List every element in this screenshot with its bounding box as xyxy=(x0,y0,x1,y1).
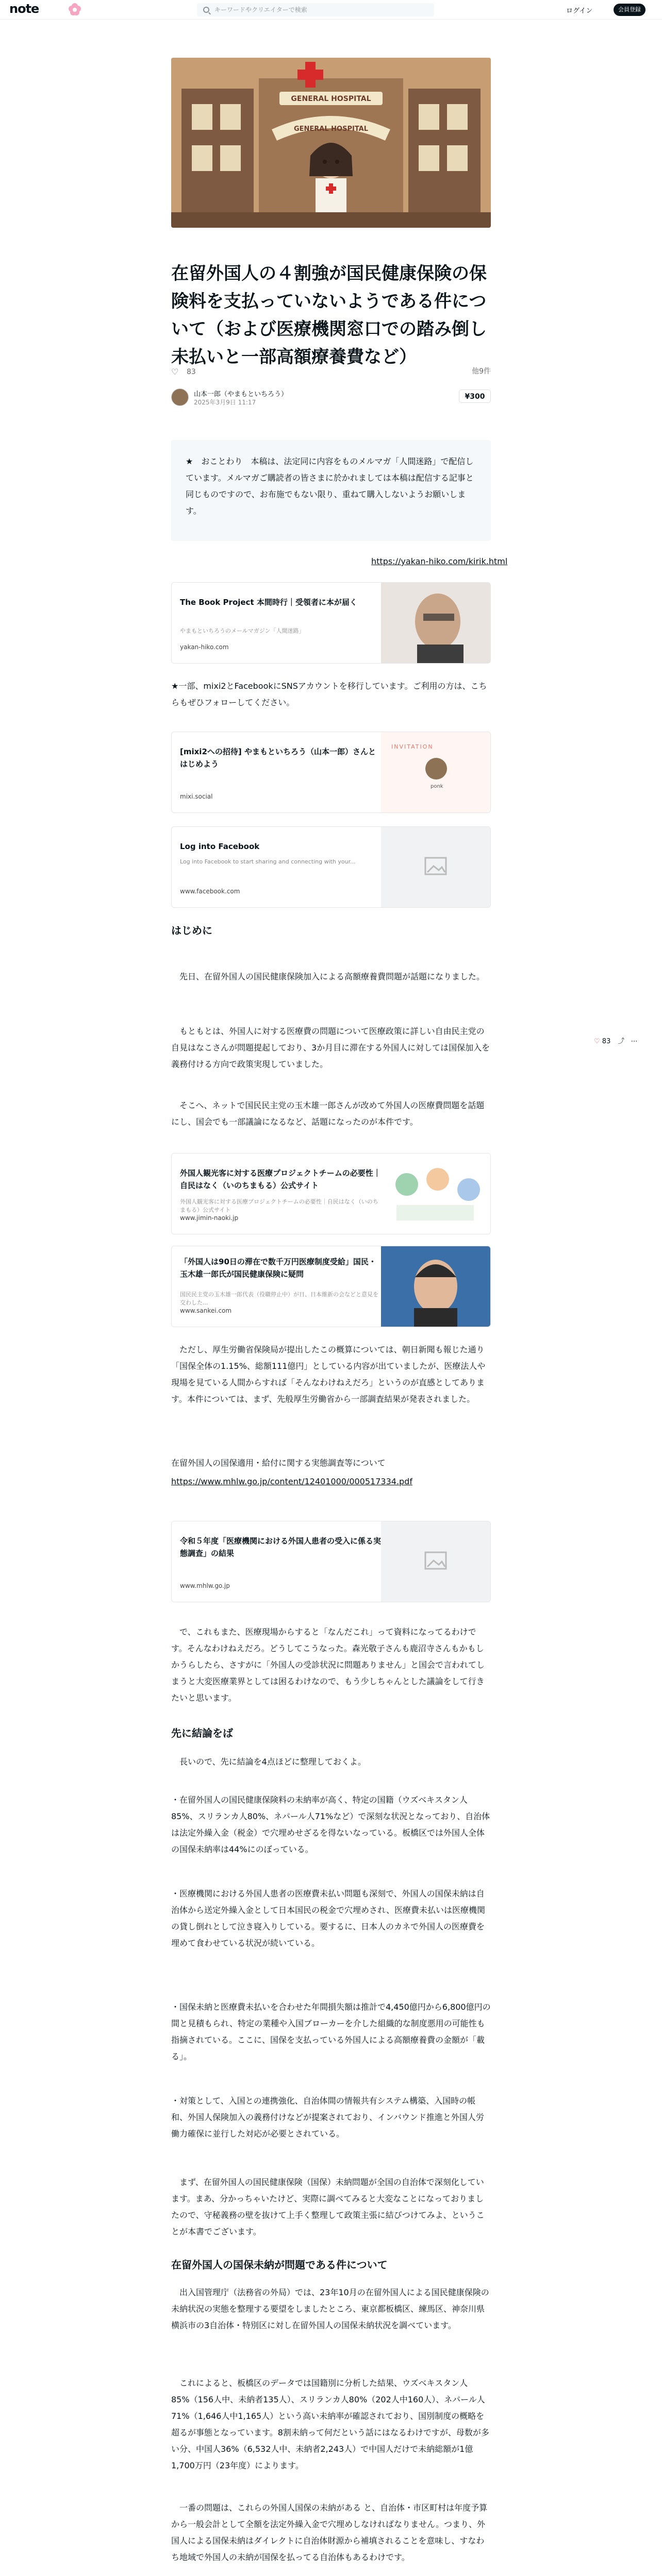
article-meta-row xyxy=(171,366,491,378)
search-icon xyxy=(203,7,209,13)
card-title: [mixi2への招待] やまもといちろう（山本一郎）さんとはじめよう xyxy=(180,747,376,769)
melmaga-link[interactable]: https://yakan-hiko.com/kirik.html xyxy=(371,556,508,566)
notice-box: ★ おことわり 本稿は、法定同に内容をものメルマガ「人間迷路」で配信しています。メルマガご購読者の皆さまに於かれましては本稿は配信する記事と同じものですので、お布施でもない限り、重ねて購入しないようお願いします。 xyxy=(171,440,491,541)
card-desc: 国民民主党の玉木雄一郎代表（役職停止中）が日、日本維新の会などと意見を交わした... xyxy=(180,1291,378,1306)
card-url: www.mhlw.go.jp xyxy=(180,1582,230,1589)
floating-like-count: 83 xyxy=(602,1038,611,1045)
paragraph: 先日、在留外国人の国民健康保険加入による高額療養費問題が話題になりました。 xyxy=(171,972,485,981)
paragraph: で、これもまた、医療現場からすると「なんだこれ」って資料になってるわけです。そんなわけねえだろ。どうしてこうなった。森光敬子さんも鹿沼寺さんもかもしかうらしたら、さすがに「外国人の受診状況に問題ありません」と国会で言われてしまうと大変医療業界としては困るわけなので、もう少しちゃんとした議論をして行きたいと思います。 xyxy=(171,1627,485,1703)
paragraph: ・医療機関における外国人患者の医療費未払い問題も深刻で、外国人の国保未納は自治体から送定外繰入金として日本国民の税金で穴埋めされ、医療費未払いは医療機関の貸し倒れとして泣き寝入りしている。要するに、日本人のカネで外国人の医療費を埋めて食わせている状況が続いている。 xyxy=(171,1889,485,1948)
article-title: 在留外国人の４割強が国民健康保険の保険料を支払っていないようである件について（および医療機関窓口での踏み倒し未払いと一部高額療養費など） xyxy=(171,263,487,367)
card-url: www.sankei.com xyxy=(180,1307,232,1314)
search-placeholder: キーワードやクリエイターで検索 xyxy=(214,6,307,13)
paragraph: そこへ、ネットで国民民主党の玉木雄一郎さんが改めて外国人の医療費問題を話題にし、国会でも一部議論になるなど、話題になったのが本件です。 xyxy=(171,1100,485,1127)
card-title: 「外国人は90日の滞在で数千万円医療制度受給」国民・玉木雄一郎氏が国民健康保険に疑問 xyxy=(180,1257,376,1279)
image-placeholder-icon xyxy=(381,827,490,908)
search-input[interactable] xyxy=(197,3,434,16)
card-title: 外国人観光客に対する医療プロジェクトチームの必要性｜自民はなく（いのちまもる）公式サイト xyxy=(180,1168,381,1190)
paragraph: もともとは、外国人に対する医療費の問題について医療政策に詳しい自由民主党の自見はなこさんが問題提起しており、3か月目に滞在する外国人に対しては国保加入を義務付ける方向で政策実現していました。 xyxy=(171,1026,490,1069)
news-photo xyxy=(381,1246,490,1327)
paragraph: ・対策として、入国との連携強化、自治体間の情報共有システム構築、入国時の帳和、外国人保険加入の義務付けなどが提案されており、インバウンド推進と外国人労働力確保に並行した対応が必要とされている。 xyxy=(171,2096,484,2139)
paragraph: まず、在留外国人の国民健康保険（国保）未納問題が全国の自治体で深刻化しています。まあ、分かっちゃいたけど、実際に調べてみると大変なことになっておりましたので、守秘義務の壁を抜けて上手く整理して政策主張に結びつけてみよ、ということが本書でございます。 xyxy=(171,2177,485,2236)
card-title: 令和５年度「医療機関における外国人患者の受入に係る実態調査」の結果 xyxy=(180,1536,382,1558)
card-title: The Book Project 本間時行｜受領者に本が届く xyxy=(180,598,357,607)
link-card-facebook[interactable] xyxy=(171,826,491,908)
section-heading: 在留外国人の国保未納が問題である件について xyxy=(171,2259,388,2271)
paragraph: 在留外国人の国保適用・給付に関する実態調査等について xyxy=(171,1458,386,1468)
hero-image xyxy=(171,58,491,228)
card-desc: 外国人観光客に対する医療プロジェクトチームの必要性｜自民はなく（いのちまもる）公式サイト xyxy=(180,1198,378,1213)
paragraph: これによると、板橋区のデータでは国籍別に分析した結果、ウズベキスタン人85%（156人中、未納者135人）、スリランカ人80%（202人中160人）、ネパール人71%（1,646人中1,165人）という高い未納率が確認されており、国別制度の概略を超るが事態となっています。8割未納って何だという話にはなるわけですが、母数が多い分、中国人36%（6,532人中、未納者2,243人）で中国人だけで未納総額が1億1,700万円（23年度）によります。 xyxy=(171,2378,489,2470)
link-card-mhlw[interactable] xyxy=(171,1521,491,1602)
like-count: 83 xyxy=(187,368,196,376)
link-card-jimin[interactable] xyxy=(171,1153,491,1234)
more-icon[interactable]: ⋯ xyxy=(631,1038,638,1045)
section-heading: 先に結論をば xyxy=(171,1727,233,1739)
card-title: Log into Facebook xyxy=(180,842,260,851)
paragraph: ただし、厚生労働省保険局が提出したこの概算については、朝日新聞も報じた通り「国保全体の1.15%、総額111億円」としている内容が出ていましたが、医療法人や現場を見ている人間からすれば「そんなわけねえだろ」というのが直感としてあります。本件については、まず、先般厚生労働省から一部調査結果が発表されました。 xyxy=(171,1345,486,1404)
author-name[interactable]: 山本一郎（やまもといちろう） xyxy=(194,391,288,398)
link-card-mixi[interactable] xyxy=(171,732,491,813)
paragraph: 出入国管理庁（法務省の外局）では、23年10月の在留外国人による国民健康保険の未納状況の実態を整理する要望をしましたところ、東京都板橋区、練馬区、神奈川県横浜市の3自治体・特別区に対し在留外国人の国保未納状況を調べています。 xyxy=(171,2287,489,2330)
paragraph: ・国保未納と医療費未払いを合わせた年間損失額は推計で4,450億円から6,800億円の間と見積もられ、特定の業種や入国ブローカーを介した組織的な制度悪用の可能性も指摘されている。ここに、国保を支払っている外国人による高額療養費の金額が「載る」。 xyxy=(171,2002,491,2061)
mixi-note: ★一部、mixi2とFacebookにSNSアカウントを移行しています。ご利用の方は、こちらもぜひフォローしてください。 xyxy=(171,681,487,707)
author-photo xyxy=(381,583,490,664)
diagram-thumbnail xyxy=(381,1154,490,1234)
link-card-book[interactable] xyxy=(171,582,491,664)
card-desc: Log into Facebook to start sharing and connecting with your... xyxy=(180,858,356,865)
card-url: yakan-hiko.com xyxy=(180,643,229,651)
card-desc: やまもといちろうのメールマガジン「人間迷路」 xyxy=(180,628,305,634)
author-row xyxy=(171,386,491,407)
paragraph: ・在留外国人の国民健康保険料の未納率が高く、特定の国籍（ウズベキスタン人85%、スリランカ人80%、ネパール人71%など）で深刻な状況となっており、自治体は法定外繰入金（税金）で穴埋めせざるを得ないなっている。板橋区では外国人全体の国保未納率は44%にのぼっている。 xyxy=(171,1795,490,1854)
top-header xyxy=(0,0,662,20)
card-url: mixi.social xyxy=(180,793,213,800)
flower-icon xyxy=(66,1,84,15)
paragraph: 一番の問題は、これらの外国人国保の未納がある と、自治体・市区町村は年度予算から一般会計として全額を法定外繰入金で穴埋めしなければなりません。つまり、外国人による国保未納はダイレクトに自治体財源から補填されることを意味し、すなわち地域で外国人の未納が国保を払ってる自治体もあるわけです。 xyxy=(171,2503,488,2562)
card-url: www.jimin-naoki.jp xyxy=(180,1214,239,1222)
signup-button[interactable]: 会員登録 xyxy=(614,4,646,16)
link-card-sankei[interactable] xyxy=(171,1246,491,1327)
hospital-illustration xyxy=(171,58,491,228)
note-logo[interactable]: note xyxy=(9,2,39,16)
mhlw-pdf-link[interactable]: https://www.mhlw.go.jp/content/12401000/000517334.pdf xyxy=(171,1477,412,1486)
more-likers[interactable]: 他9件 xyxy=(472,367,491,376)
image-placeholder-icon xyxy=(381,1521,490,1602)
heart-icon: ♡ xyxy=(594,1038,600,1045)
section-heading: はじめに xyxy=(171,924,212,937)
invitation-avatar xyxy=(425,758,447,779)
hero-sign-bottom: GENERAL HOSPITAL xyxy=(293,125,369,133)
invitation-avatar-label: ponk xyxy=(431,784,443,789)
floating-like[interactable] xyxy=(594,1036,638,1046)
publish-date: 2025年3月9日 11:17 xyxy=(194,399,256,406)
invitation-badge: INVITATION xyxy=(391,743,434,750)
login-link[interactable]: ログイン xyxy=(566,7,593,15)
share-icon[interactable]: ⤴ xyxy=(618,1038,625,1045)
card-url: www.facebook.com xyxy=(180,888,240,895)
author-avatar[interactable] xyxy=(171,388,189,406)
hero-sign-top: GENERAL HOSPITAL xyxy=(291,95,371,103)
price-badge: ¥300 xyxy=(459,389,491,403)
like-heart-icon[interactable]: ♡ xyxy=(171,367,179,377)
paragraph: 長いので、先に結論を4点ほどに整理しておくよ。 xyxy=(171,1757,366,1767)
invitation-image xyxy=(381,732,490,813)
